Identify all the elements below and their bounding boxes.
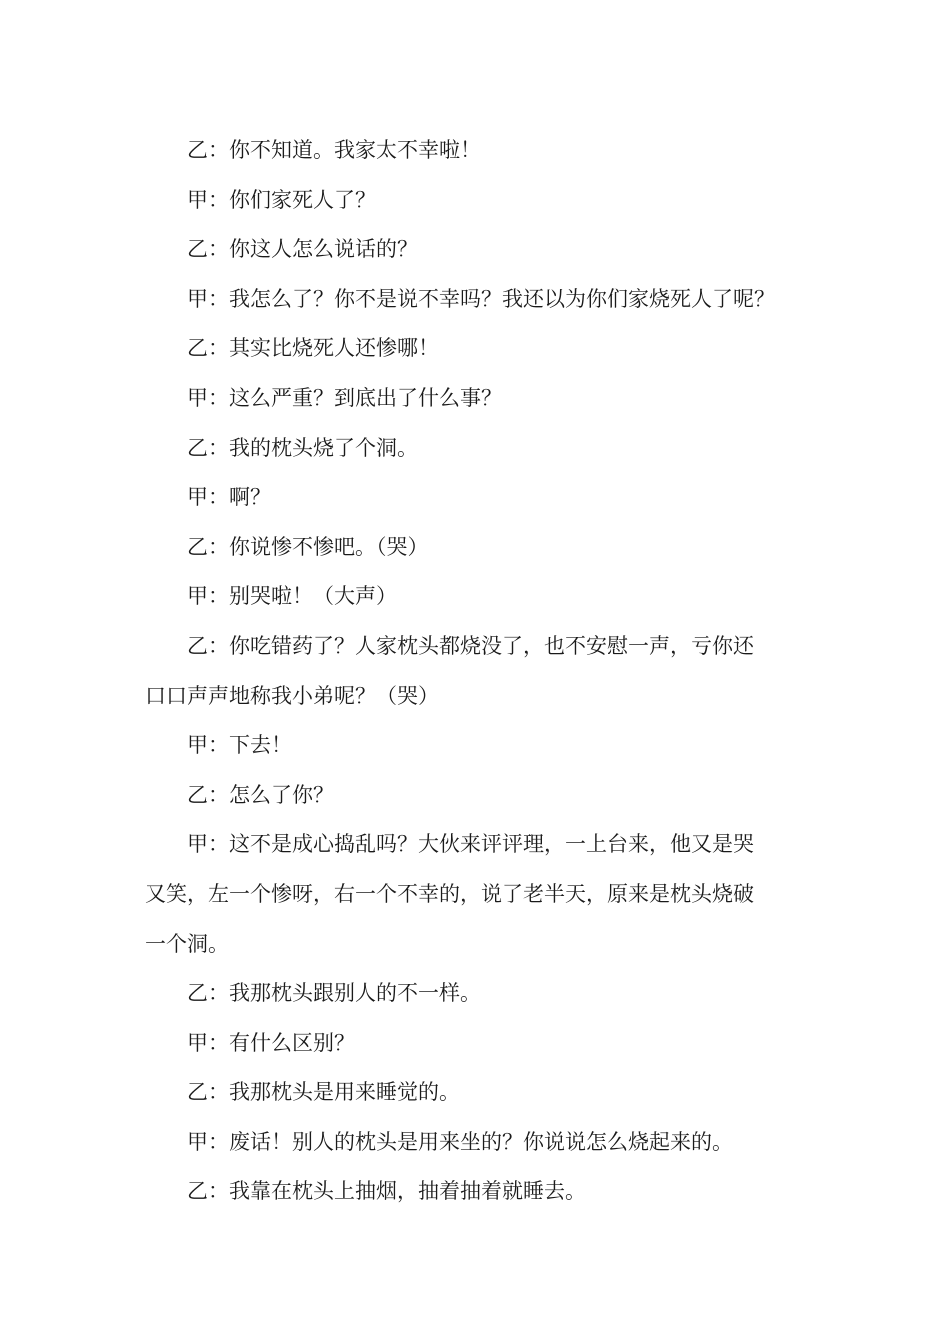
dialogue-paragraph — [145, 424, 805, 474]
dialogue-line: 乙：我那枕头跟别人的不一样。 — [187, 981, 481, 1006]
dialogue-paragraph — [145, 721, 805, 771]
dialogue-paragraph — [145, 622, 805, 721]
dialogue-line: 甲：别哭啦！（大声） — [187, 584, 397, 609]
dialogue-paragraph — [145, 820, 805, 969]
dialogue-line-continued: 又笑，左一个惨呀，右一个不幸的，说了老半天，原来是枕头烧破 — [145, 881, 754, 906]
dialogue-paragraph — [145, 1167, 805, 1217]
dialogue-line: 乙：其实比烧死人还惨哪！ — [187, 336, 439, 361]
dialogue-paragraph — [145, 771, 805, 821]
dialogue-paragraph — [145, 572, 805, 622]
dialogue-paragraph — [145, 1019, 805, 1069]
dialogue-line: 乙：你说惨不惨吧。（哭） — [187, 534, 429, 559]
dialogue-paragraph — [145, 969, 805, 1019]
dialogue-line: 甲：下去！ — [187, 733, 292, 758]
dialogue-line: 甲：废话！别人的枕头是用来坐的？你说说怎么烧起来的。 — [187, 1129, 733, 1154]
dialogue-paragraph — [145, 324, 805, 374]
dialogue-paragraph — [145, 473, 805, 523]
dialogue-line: 甲：你们家死人了？ — [187, 187, 376, 212]
dialogue-line: 乙：你不知道。我家太不幸啦！ — [187, 138, 481, 162]
dialogue-line-continued: 一个洞。 — [145, 931, 229, 956]
dialogue-line-continued: 口口声声地称我小弟呢？（哭） — [145, 683, 439, 708]
dialogue-line: 乙：你这人怎么说话的？ — [187, 237, 418, 262]
dialogue-paragraph — [145, 1068, 805, 1118]
dialogue-paragraph — [145, 225, 805, 275]
dialogue-line: 甲：这不是成心捣乱吗？大伙来评评理，一上台来，他又是哭 — [187, 832, 754, 857]
dialogue-line: 乙：你吃错药了？人家枕头都烧没了，也不安慰一声，亏你还 — [187, 633, 754, 658]
dialogue-line: 甲：我怎么了？你不是说不幸吗？我还以为你们家烧死人了呢？ — [187, 286, 775, 311]
dialogue-paragraph — [145, 275, 805, 325]
document-body — [145, 126, 805, 1217]
dialogue-paragraph — [145, 176, 805, 226]
dialogue-line: 乙：我的枕头烧了个洞。 — [187, 435, 418, 460]
dialogue-line: 甲：有什么区别？ — [187, 1030, 355, 1055]
dialogue-line: 乙：我靠在枕头上抽烟，抽着抽着就睡去。 — [187, 1179, 586, 1204]
dialogue-line: 乙：怎么了你？ — [187, 782, 334, 807]
dialogue-paragraph — [145, 374, 805, 424]
dialogue-line: 甲：啊？ — [187, 485, 271, 510]
dialogue-paragraph — [145, 523, 805, 573]
dialogue-line: 甲：这么严重？到底出了什么事？ — [187, 385, 502, 410]
dialogue-line: 乙：我那枕头是用来睡觉的。 — [187, 1080, 460, 1105]
dialogue-paragraph — [145, 126, 805, 176]
dialogue-paragraph — [145, 1118, 805, 1168]
